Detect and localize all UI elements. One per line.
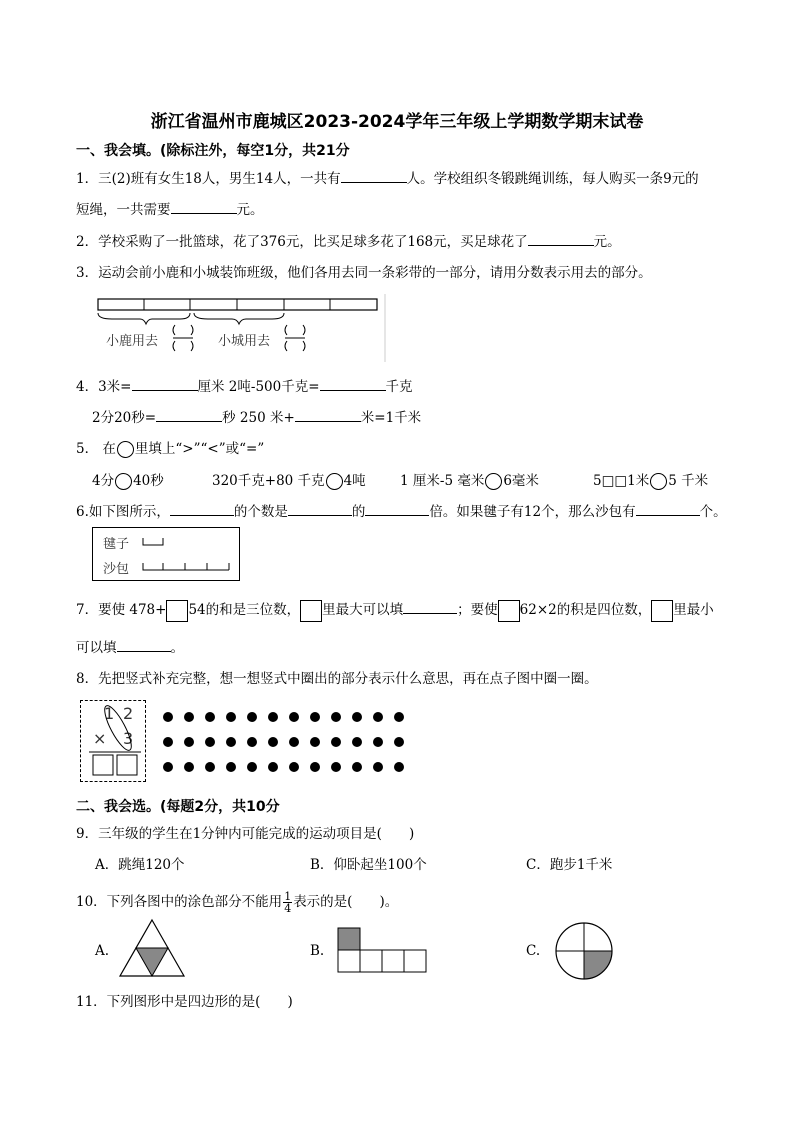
q1-blank-1[interactable] [341, 168, 407, 183]
q7-box-3[interactable] [498, 600, 520, 622]
q5-right: 5 千米 [668, 473, 709, 489]
question-4-line-2 [92, 406, 421, 426]
q6-text: 6.如下图所示， [76, 504, 170, 520]
question-3: 3．运动会前小鹿和小城装饰班级，他们各用去同一条彩带的一部分，请用分数表示用去的部分。 [76, 265, 652, 281]
digit-3: 3 [123, 729, 134, 748]
q9-option-a[interactable]: A．跳绳120个 [95, 857, 185, 873]
fraction-blank-xiaolu[interactable] [170, 322, 196, 354]
q10-option-c-circle[interactable] [553, 920, 615, 982]
section-1-heading: 一、我会填。(除标注外，每空1分，共21分 [76, 143, 350, 159]
q5-right: 40秒 [133, 473, 164, 489]
q7-blank-2[interactable] [117, 637, 171, 652]
q10-option-a-label[interactable]: A. [95, 943, 110, 959]
q7-box-1[interactable] [166, 600, 188, 622]
q9-option-c[interactable]: C．跑步1千米 [526, 857, 613, 873]
q7-text: 。 [170, 640, 184, 656]
q5-item-2 [212, 469, 366, 490]
q4-blank-3[interactable] [156, 407, 222, 422]
question-1 [76, 167, 699, 187]
q1-text: 1．三(2)班有女生18人，男生14人，一共有 [76, 171, 341, 187]
q4-text: 米=1千米 [360, 410, 422, 426]
compare-circle-1[interactable] [115, 473, 132, 490]
q6-blank-1[interactable] [170, 501, 234, 516]
q1-text: 元。 [236, 202, 264, 218]
q10-text: 表示的是( )。 [293, 894, 399, 910]
question-5 [76, 437, 264, 458]
question-4 [76, 375, 413, 395]
q7-text: 里最大可以填 [322, 602, 404, 618]
q4-text: 4．3米= [76, 379, 132, 395]
q7-text: 7．要使 478+ [76, 602, 167, 618]
q7-box-4 [651, 600, 673, 622]
q7-text: 62×2的积是四位数， [519, 602, 652, 618]
q7-text: ；要使 [457, 602, 498, 618]
q10-option-b-label[interactable]: B. [310, 943, 325, 959]
label-sandbag: 沙包 [103, 562, 130, 577]
q10-option-c-label[interactable]: C. [526, 943, 541, 959]
q5-item-1 [92, 469, 164, 490]
q5-left: 1 厘米-5 毫米 [400, 473, 485, 489]
q10-option-a-triangle[interactable] [118, 918, 186, 978]
q6-text: 的 [351, 504, 366, 520]
q2-text: 元。 [593, 234, 621, 250]
q7-box-2 [300, 600, 322, 622]
q6-text: 的个数是 [233, 504, 288, 520]
question-6 [76, 500, 727, 520]
question-9: 9．三年级的学生在1分钟内可能完成的运动项目是( ) [76, 826, 415, 842]
q7-text: 可以填 [76, 640, 117, 656]
fraction-numerator: 1 [284, 890, 292, 903]
q5-text: 5． 在 [76, 441, 116, 457]
q5-item-3 [400, 469, 539, 490]
ribbon-figure [92, 294, 392, 362]
q5-left: 320千克+80 千克 [212, 473, 325, 489]
q4-text: 厘米 2吨-500千克= [197, 379, 320, 395]
question-8: 8．先把竖式补充完整，想一想竖式中圈出的部分表示什么意思，再在点子图中圈一圈。 [76, 671, 598, 687]
digit-2: 2 [123, 704, 134, 723]
q1-blank-2[interactable] [171, 199, 237, 214]
q4-text: 2分20秒= [92, 410, 157, 426]
q2-text: 2．学校采购了一批篮球，花了376元，比买足球多花了168元，买足球花了 [76, 234, 528, 250]
bar-segments-svg [141, 534, 237, 578]
q10-option-b-squares[interactable] [336, 926, 432, 974]
q6-text: 个。 [699, 504, 727, 520]
compare-circle-icon [117, 441, 134, 458]
q5-left: 5□□1米 [593, 473, 650, 489]
q2-blank[interactable] [528, 231, 594, 246]
q7-text: 里最小 [673, 602, 714, 618]
compare-circle-2[interactable] [326, 473, 343, 490]
fraction-one-quarter [283, 891, 292, 914]
q7-blank-1[interactable] [403, 599, 457, 614]
q5-left: 4分 [92, 473, 115, 489]
q9-option-b[interactable]: B．仰卧起坐100个 [310, 857, 427, 873]
q10-text: 10．下列各图中的涂色部分不能用 [76, 894, 283, 910]
question-7 [76, 598, 714, 622]
q6-text: 倍。如果毽子有12个，那么沙包有 [429, 504, 636, 520]
q5-text: 里填上“>”“<”或“=” [134, 441, 265, 457]
q1-text: 人。学校组织冬锻跳绳训练，每人购买一条9元的 [406, 171, 699, 187]
ribbon-label-xiaolu: 小鹿用去 [106, 334, 159, 349]
q4-text: 秒 250 米+ [222, 410, 295, 426]
question-10 [76, 890, 398, 914]
circled-part-svg [81, 701, 145, 781]
fraction-denominator: 4 [284, 902, 292, 915]
question-1-line-2 [76, 198, 264, 218]
ribbon-label-xiaocheng: 小城用去 [218, 334, 271, 349]
question-7-line-2 [76, 636, 184, 656]
q4-text: 千克 [385, 379, 413, 395]
q6-blank-2[interactable] [288, 501, 352, 516]
q4-blank-1[interactable] [132, 376, 198, 391]
question-2 [76, 230, 621, 250]
page-title: 浙江省温州市鹿城区2023-2024学年三年级上学期数学期末试卷 [150, 112, 644, 132]
q5-right: 4吨 [343, 473, 366, 489]
shuttlecock-sandbag-figure [92, 527, 240, 581]
dot-array [160, 708, 420, 776]
section-2-heading: 二、我会选。(每题2分，共10分 [76, 799, 280, 815]
digit-1: 1 [104, 704, 115, 723]
q7-text: 54的和是三位数， [188, 602, 301, 618]
question-11: 11．下列图形中是四边形的是( ) [76, 994, 293, 1010]
q5-item-4 [593, 469, 708, 490]
compare-circle-3[interactable] [485, 473, 502, 490]
q4-blank-4[interactable] [295, 407, 361, 422]
q4-blank-2[interactable] [320, 376, 386, 391]
q5-right: 6毫米 [503, 473, 539, 489]
q6-blank-4[interactable] [636, 501, 700, 516]
fraction-blank-xiaocheng[interactable] [282, 322, 308, 354]
q1-text: 短绳，一共需要 [76, 202, 171, 218]
q6-blank-3[interactable] [365, 501, 429, 516]
vertical-multiplication [80, 700, 146, 782]
label-shuttlecock: 毽子 [103, 537, 130, 552]
compare-circle-4[interactable] [650, 473, 667, 490]
ribbon-svg [92, 294, 392, 362]
times-sign: × [93, 729, 107, 748]
